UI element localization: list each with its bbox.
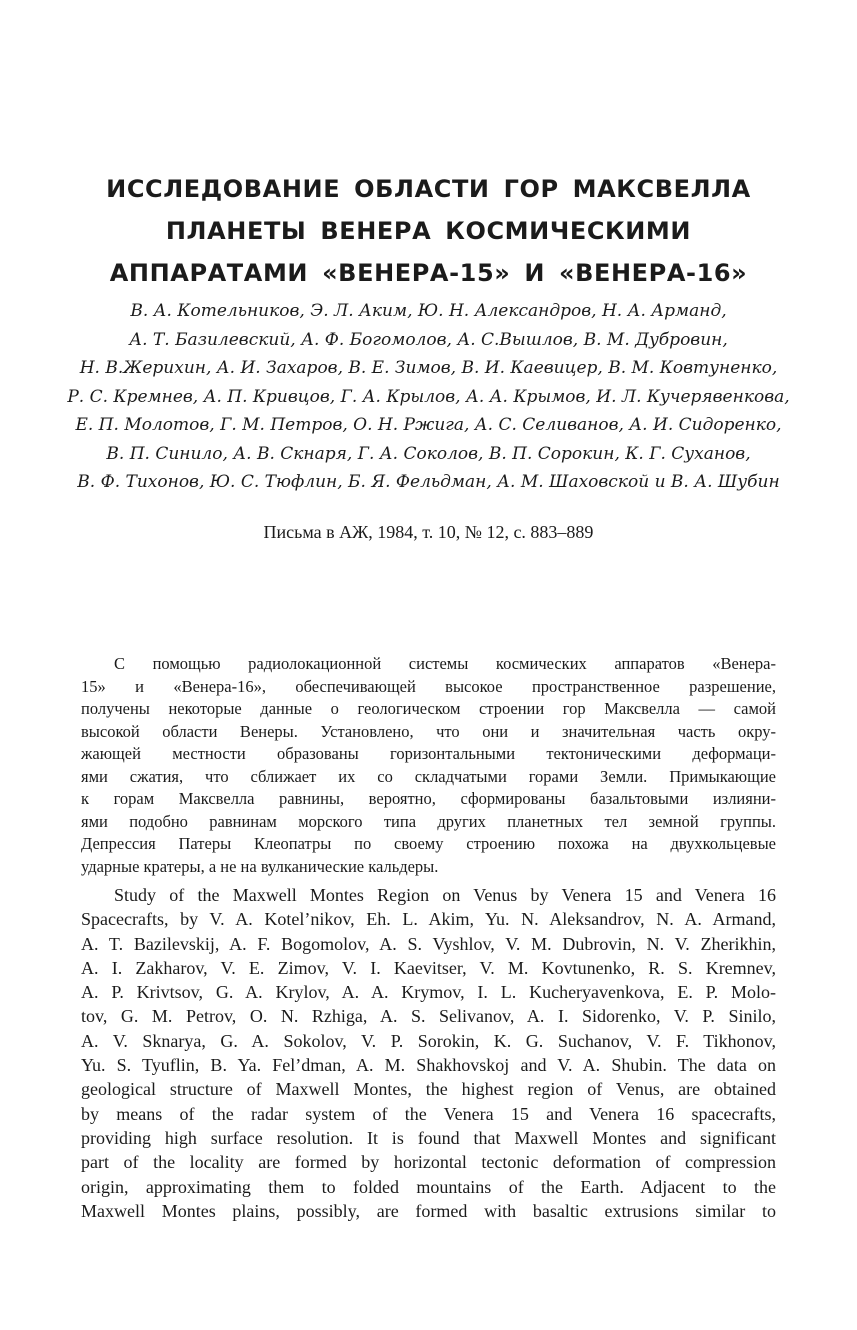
- abstract-line: origin, approximating them to folded mountains of the Earth. Adjacent to the: [81, 1176, 776, 1197]
- abstract-line: tov, G. M. Petrov, O. N. Rzhiga, A. S. Selivanov, A. I. Sidorenko, V. P. Sinilo,: [81, 1006, 776, 1027]
- title-line: ИССЛЕДОВАНИЕ ОБЛАСТИ ГОР МАКСВЕЛЛА: [106, 175, 751, 203]
- title-line: АППАРАТАМИ «ВЕНЕРА-15» И «ВЕНЕРА-16»: [109, 259, 748, 287]
- abstract-line: получены некоторые данные о геологическом строении гор Максвелла — самой: [81, 699, 776, 718]
- abstract-line: ударные кратеры, а не на вулканические кальдеры.: [81, 856, 439, 876]
- abstract-russian: [81, 653, 776, 878]
- author-line: В. А. Котельников, Э. Л. Аким, Ю. Н. Александров, Н. А. Арманд,: [130, 301, 727, 321]
- abstract-line: Study of the Maxwell Montes Region on Venus by Venera 15 and Venera 16: [114, 885, 776, 905]
- author-line: В. П. Синило, А. В. Скнаря, Г. А. Соколов, В. П. Сорокин, К. Г. Суханов,: [106, 443, 751, 464]
- abstract-line: ями сжатия, что сближает их со складчатыми горами Земли. Примыкающие: [81, 766, 776, 786]
- abstract-line: by means of the radar system of the Venera 15 and Venera 16 spacecrafts,: [81, 1103, 776, 1124]
- abstract-line: A. T. Bazilevskij, A. F. Bogomolov, A. S. Vyshlov, V. M. Dubrovin, N. V. Zherikhin,: [81, 933, 776, 954]
- abstract-line: providing high surface resolution. It is found that Maxwell Montes and significant: [81, 1127, 776, 1148]
- abstract-line: geological structure of Maxwell Montes, the highest region of Venus, are obtained: [81, 1079, 776, 1100]
- abstract-line: Spacecrafts, by V. A. Kotel’nikov, Eh. L. Akim, Yu. N. Aleksandrov, N. A. Armand,: [81, 909, 776, 930]
- author-line: Е. П. Молотов, Г. М. Петров, О. Н. Ржига, А. С. Селиванов, А. И. Сидоренко,: [75, 415, 782, 435]
- abstract-line: высокой области Венеры. Установлено, что они и значительная часть окру-: [81, 721, 776, 741]
- abstract-line: A. V. Sknarya, G. A. Sokolov, V. P. Sorokin, K. G. Suchanov, V. F. Tikhonov,: [81, 1030, 776, 1051]
- abstract-line: жающей местности образованы горизонтальными тектоническими деформаци-: [81, 744, 776, 763]
- abstract-line: part of the locality are formed by horizontal tectonic deformation of compression: [81, 1152, 776, 1173]
- abstract-english: [81, 883, 776, 1223]
- author-list: [50, 297, 807, 497]
- author-line: В. Ф. Тихонов, Ю. С. Тюфлин, Б. Я. Фельдман, А. М. Шаховской и В. А. Шубин: [77, 472, 780, 492]
- title-line: ПЛАНЕТЫ ВЕНЕРА КОСМИЧЕСКИМИ: [165, 217, 692, 245]
- abstract-line: С помощью радиолокационной системы космических аппаратов «Венера-: [114, 654, 776, 673]
- abstract-line: к горам Максвелла равнины, вероятно, сформированы базальтовыми излияни-: [81, 789, 776, 808]
- abstract-line: A. I. Zakharov, V. E. Zimov, V. I. Kaevitser, V. M. Kovtunenko, R. S. Kremnev,: [81, 957, 776, 978]
- abstract-line: A. P. Krivtsov, G. A. Krylov, A. A. Krymov, I. L. Kucheryavenkova, E. P. Molo-: [81, 982, 776, 1003]
- citation: Письма в АЖ, 1984, т. 10, № 12, с. 883–889: [263, 522, 594, 542]
- author-line: Н. В.Жерихин, А. И. Захаров, В. Е. Зимов, В. И. Каевицер, В. М. Ковтуненко,: [79, 358, 778, 378]
- article-title: [60, 168, 797, 294]
- abstract-line: ями подобно равнинам морского типа других планетных тел земной группы.: [81, 811, 776, 831]
- abstract-line: Maxwell Montes plains, possibly, are formed with basaltic extrusions similar to: [81, 1200, 776, 1221]
- abstract-line: 15» и «Венера-16», обеспечивающей высокое пространственное разрешение,: [81, 676, 776, 696]
- author-line: А. Т. Базилевский, А. Ф. Богомолов, А. С.Вышлов, В. М. Дубровин,: [129, 329, 728, 350]
- abstract-line: Депрессия Патеры Клеопатры по своему строению похожа на двухкольцевые: [81, 834, 776, 853]
- abstract-line: Yu. S. Tyuflin, B. Ya. Fel’dman, A. M. Shakhovskoj and V. A. Shubin. The data on: [81, 1055, 776, 1076]
- author-line: Р. С. Кремнев, А. П. Кривцов, Г. А. Крылов, А. А. Крымов, И. Л. Кучерявенкова,: [67, 386, 790, 407]
